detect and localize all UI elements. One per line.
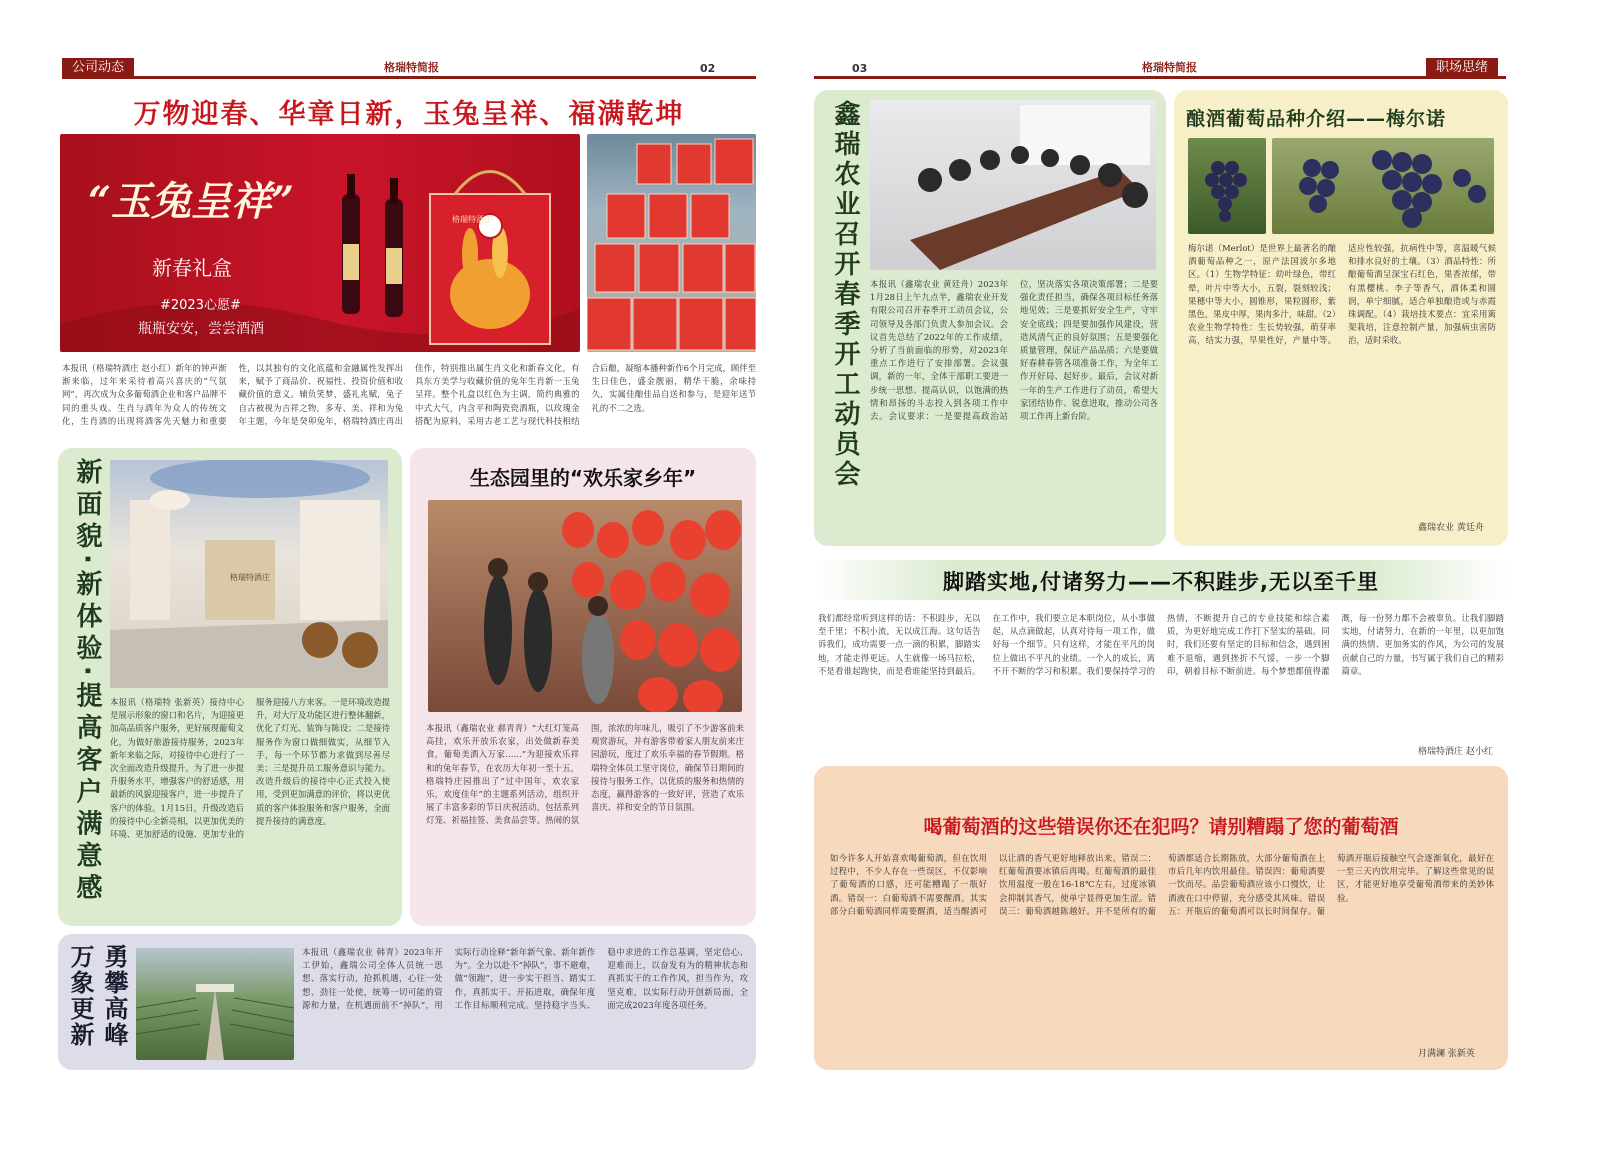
new-look-article: 本报讯（格瑞特 张新英）接待中心是展示形象的窗口和名片，为迎接更加高品质客户服务，更好展现葡萄文化，为做好旅游接待服务，2023年新年来临之际，对接待中心进行了一次全面改造升级提升。为了进一步提升服务水平，增强客户的舒适感，用最新的风貌迎接客户，进一步提升了客户的体验。1月15日，升级改造后的接待中心全新亮相，以更加优美的环境、更加舒适的设施、更加专业的服务迎接八方来客。一是环境改造提升，对大厅及功能区进行整体翻新，优化了灯光、装饰与陈设；二是接待服务作为窗口做细做实，从细节入手，每一个环节都力求做到尽善尽美；三是提升员工服务意识与能力。改造升级后的接待中心正式投入使用，受到更加满意的评价，将以更优质的客户体验服务和客户服务，全面提升接待的满意度。: [110, 697, 390, 840]
brave-climb-title-left: 万象更新: [66, 944, 94, 1048]
lantern-photo: [428, 500, 742, 712]
banner-calligraphy: “玉兔呈祥”: [88, 178, 295, 225]
steady-steps-article: 我们都经常听到这样的话：不积跬步，无以至千里；不积小流，无以成江海。这句话告诉我们，成功需要一点一滴的积累，脚踏实地，才能走得更远。人生就像一场马拉松，不是看谁起跑快，而是看谁能坚持到最后。在工作中，我们要立足本职岗位，从小事做起，从点滴做起，认真对待每一项工作，做好每一个细节。只有这样，才能在平凡的岗位上做出不平凡的业绩。一个人的成长，离不开不断的学习和积累。我们要保持学习的热情，不断提升自己的专业技能和综合素质，为更好地完成工作打下坚实的基础。同时，我们还要有坚定的目标和信念，遇到困难不退缩，遇到挫折不气馁，一步一个脚印，朝着目标不断前进。每个梦想都值得灌溉，每一份努力都不会被辜负。让我们脚踏实地，付诸努力，在新的一年里，以更加饱满的热情、更加务实的作风，为公司的发展贡献自己的力量，书写属于我们自己的精彩篇章。: [818, 613, 1504, 676]
grape-variety-title: 酿酒葡萄品种介绍——梅尔诺: [1186, 108, 1447, 130]
steady-steps-title: 脚踏实地,付诸努力——不积跬步,无以至千里: [943, 570, 1379, 594]
eco-park-article: 本报讯（鑫瑞农业 郝青青）“大红灯笼高高挂，欢乐开放乐农家，出处做新春美食，葡萄美酒入万家……”为迎接欢乐祥和的兔年春节，在农历大年初一至十五，格瑞特庄园推出了“过中国年，欢农家乐，欢度佳年”的主题系列活动，组织开展了丰富多彩的节日庆祝活动，包括系列灯笼、祈福挂签、美食品尝等。热闹的氛围，浓浓的年味儿，吸引了不少游客前来观赏游玩，并有游客带着家人朋友前来庄园游玩，度过了欢乐幸福的春节假期。格瑞特全体员工坚守岗位，确保节日期间的接待与服务工作，以优质的服务和热情的态度，赢得游客的一致好评，营造了欢乐喜庆、祥和安全的节日氛围。: [426, 723, 744, 826]
wine-mistakes-article: 如今许多人开始喜欢喝葡萄酒，但在饮用过程中，不少人存在一些误区，不仅影响了葡萄酒的口感，还可能糟蹋了一瓶好酒。错误一：白葡萄酒不需要醒酒。其实部分白葡萄酒同样需要醒酒，适当醒酒可以让酒的香气更好地释放出来。错误二：红葡萄酒要冰镇后再喝。红葡萄酒的最佳饮用温度一般在16-18℃左右，过度冰镇会抑制其香气，使单宁显得更加生涩。错误三：葡萄酒越陈越好。并不是所有的葡萄酒都适合长期陈放，大部分葡萄酒在上市后几年内饮用最佳。错误四：葡萄酒要一饮而尽。品尝葡萄酒应该小口慢饮，让酒液在口中停留，充分感受其风味。错误五：开瓶后的葡萄酒可以长时间保存。葡萄酒开瓶后接触空气会逐渐氧化，最好在一至三天内饮用完毕。了解这些常见的误区，才能更好地享受葡萄酒带来的美妙体验。: [830, 853, 1494, 916]
masthead-right: 格瑞特简报: [1142, 61, 1197, 74]
vineyard-aerial-art: [136, 948, 294, 1060]
wine-mistakes-title: 喝葡萄酒的这些错误你还在犯吗？请别糟蹋了您的葡萄酒: [923, 816, 1399, 838]
gift-boxes-photo: [587, 134, 756, 352]
banner-hashtag: #2023心愿#: [160, 298, 241, 313]
section-tag-company-news: 公司动态: [62, 58, 134, 78]
steady-steps-byline: 格瑞特酒庄 赵小红: [1418, 747, 1493, 757]
brave-climb-article: 本报讯（鑫瑞农业 韩青）2023年开工伊始，鑫瑞公司全体人员统一思想、落实行动，抢抓机遇，心往一处想、劲往一处使，统筹一切可能的资源和力量，在机遇面前不“掉队”，用实际行动诠释“新年新气象、新年新作为”。全力以赴不“掉队”，事不避难，做“领跑”，进一步实干担当、踏实工作，真抓实干、开拓进取，确保年度工作目标顺利完成。坚持稳字当头、稳中求进的工作总基调，坚定信心、迎难而上，以奋发有为的精神状态和真抓实干的工作作风，担当作为，攻坚克难，以实际行动开创新局面，全面完成2023年度各项任务。: [302, 947, 748, 1010]
main-headline: 万物迎春、华章日新，玉兔呈祥、福满乾坤: [133, 99, 685, 130]
grape-variety-article: 梅尔诺（Merlot）是世界上最著名的酿酒葡萄品种之一，原产法国波尔多地区。（1）生物学特征：幼叶绿色，带红晕，叶片中等大小，五裂，裂刻较浅；果穗中等大小，圆锥形，果粒圆形，紫黑色，果皮中厚，果肉多汁，味甜。（2）农业生物学特性：生长势较强，萌芽率高，结实力强，早果性好，产量中等。适应性较强，抗病性中等，喜温暖气候和排水良好的土壤。（3）酒品特性：所酿葡萄酒呈深宝石红色，果香浓郁，带有黑樱桃、李子等香气，酒体柔和圆润，单宁细腻，适合单独酿造或与赤霞珠调配。（4）栽培技术要点：宜采用篱架栽培，注意控制产量，加强病虫害防治，适时采收。: [1188, 243, 1496, 346]
grape-cluster-photo-small: [1188, 138, 1266, 234]
banner-slogan: 瓶瓶安安，尝尝酒酒: [138, 321, 264, 337]
lantern-art: [428, 500, 742, 712]
vineyard-aerial-photo: [136, 948, 294, 1060]
wine-mistakes-byline: 月满澜 张新英: [1418, 1049, 1475, 1059]
gift-box-banner: [60, 134, 580, 352]
meeting-photo: [870, 100, 1156, 270]
masthead-left: 格瑞特简报: [384, 61, 439, 74]
section-tag-workplace: 职场思绪: [1426, 58, 1498, 78]
new-look-title: 新面貌·新体验·提高客户满意感: [72, 458, 102, 906]
banner-subtitle: 新春礼盒: [152, 256, 232, 280]
grape-cluster-photo-large: [1272, 138, 1494, 234]
grape-variety-byline: 鑫瑞农业 黄廷舟: [1418, 523, 1484, 533]
header-rule-right: [814, 76, 1506, 79]
eco-park-title: 生态园里的“欢乐家乡年”: [469, 466, 697, 490]
page-number-left: 02: [700, 62, 716, 75]
meeting-art: [870, 100, 1156, 270]
meeting-title: 鑫瑞农业召开春季开工动员会: [830, 100, 860, 490]
meeting-article: 本报讯（鑫瑞农业 黄廷舟）2023年1月28日上午九点半，鑫瑞农业开发有限公司召开春季开工动员会议，公司领导及各部门负责人参加会议。会议首先总结了2022年的工作成绩，分析了当前面临的形势，对2023年重点工作进行了安排部署。会议强调，新的一年，全体干部职工要进一步统一思想、提高认识，以饱满的热情和昂扬的斗志投入到各项工作中去。会议要求：一是要提高政治站位，坚决落实各项决策部署；二是要强化责任担当，确保各项目标任务落地见效；三是要抓好安全生产，守牢安全底线；四是要加强作风建设，营造风清气正的良好氛围；五是要强化质量管理，保证产品品质；六是要做好春耕春管各项准备工作，为全年工作开好局、起好步。最后，会议对新一年的生产工作进行了动员，希望大家团结协作、锐意进取，推动公司各项工作再上新台阶。: [870, 279, 1158, 422]
header-rule-left: [62, 76, 756, 79]
building-sign: 格瑞特酒庄: [230, 573, 270, 582]
page-number-right: 03: [852, 62, 868, 75]
gift-boxes-art: [587, 134, 756, 352]
gift-box-article: 本报讯（格瑞特酒庄 赵小红）新年的钟声渐渐来临，过年来采待着高兴喜庆的“气氛网”，再次成为众多葡萄酒企业和客户品牌不同的重头戏。生肖与酒年为众人的传统文化，生肖酒的出现将酒客先天魅力和重要性，以其独有的文化底蕴和金融属性发挥出来，赋予了商品价、祝福性、投资价值和收藏价值的意义。辅负笑梦，盛礼兆赋，兔子自古被视为吉祥之物，多寿、美、祥和为兔年主题，今年是癸卯兔年，格瑞特酒庄再出佳作，特别推出属生肖文化和新春文化，有具东方美学与收藏价值的兔年生肖新一玉兔呈祥。整个礼盒以红色为主调，简约典雅的中式大气，内含平和陶瓷瓷酒瓶，以玫瑰金搭配为原料，采用古老工艺与现代科技相结合后酿，凝缩本播种新作6个月完成，顾伴至生日佳色，盛金靓丽，精华干脆，余味持久，实属佳酿佳品自送和参与，是迎年送节礼的不二之选。: [62, 363, 756, 426]
grape-cluster-art-large: [1272, 138, 1494, 234]
banner-bag-text: 格瑞特酒庄: [452, 215, 492, 224]
reception-hall-photo: [110, 460, 388, 688]
grape-cluster-art-small: [1188, 138, 1266, 234]
brave-climb-title-right: 勇攀高峰: [100, 944, 128, 1048]
